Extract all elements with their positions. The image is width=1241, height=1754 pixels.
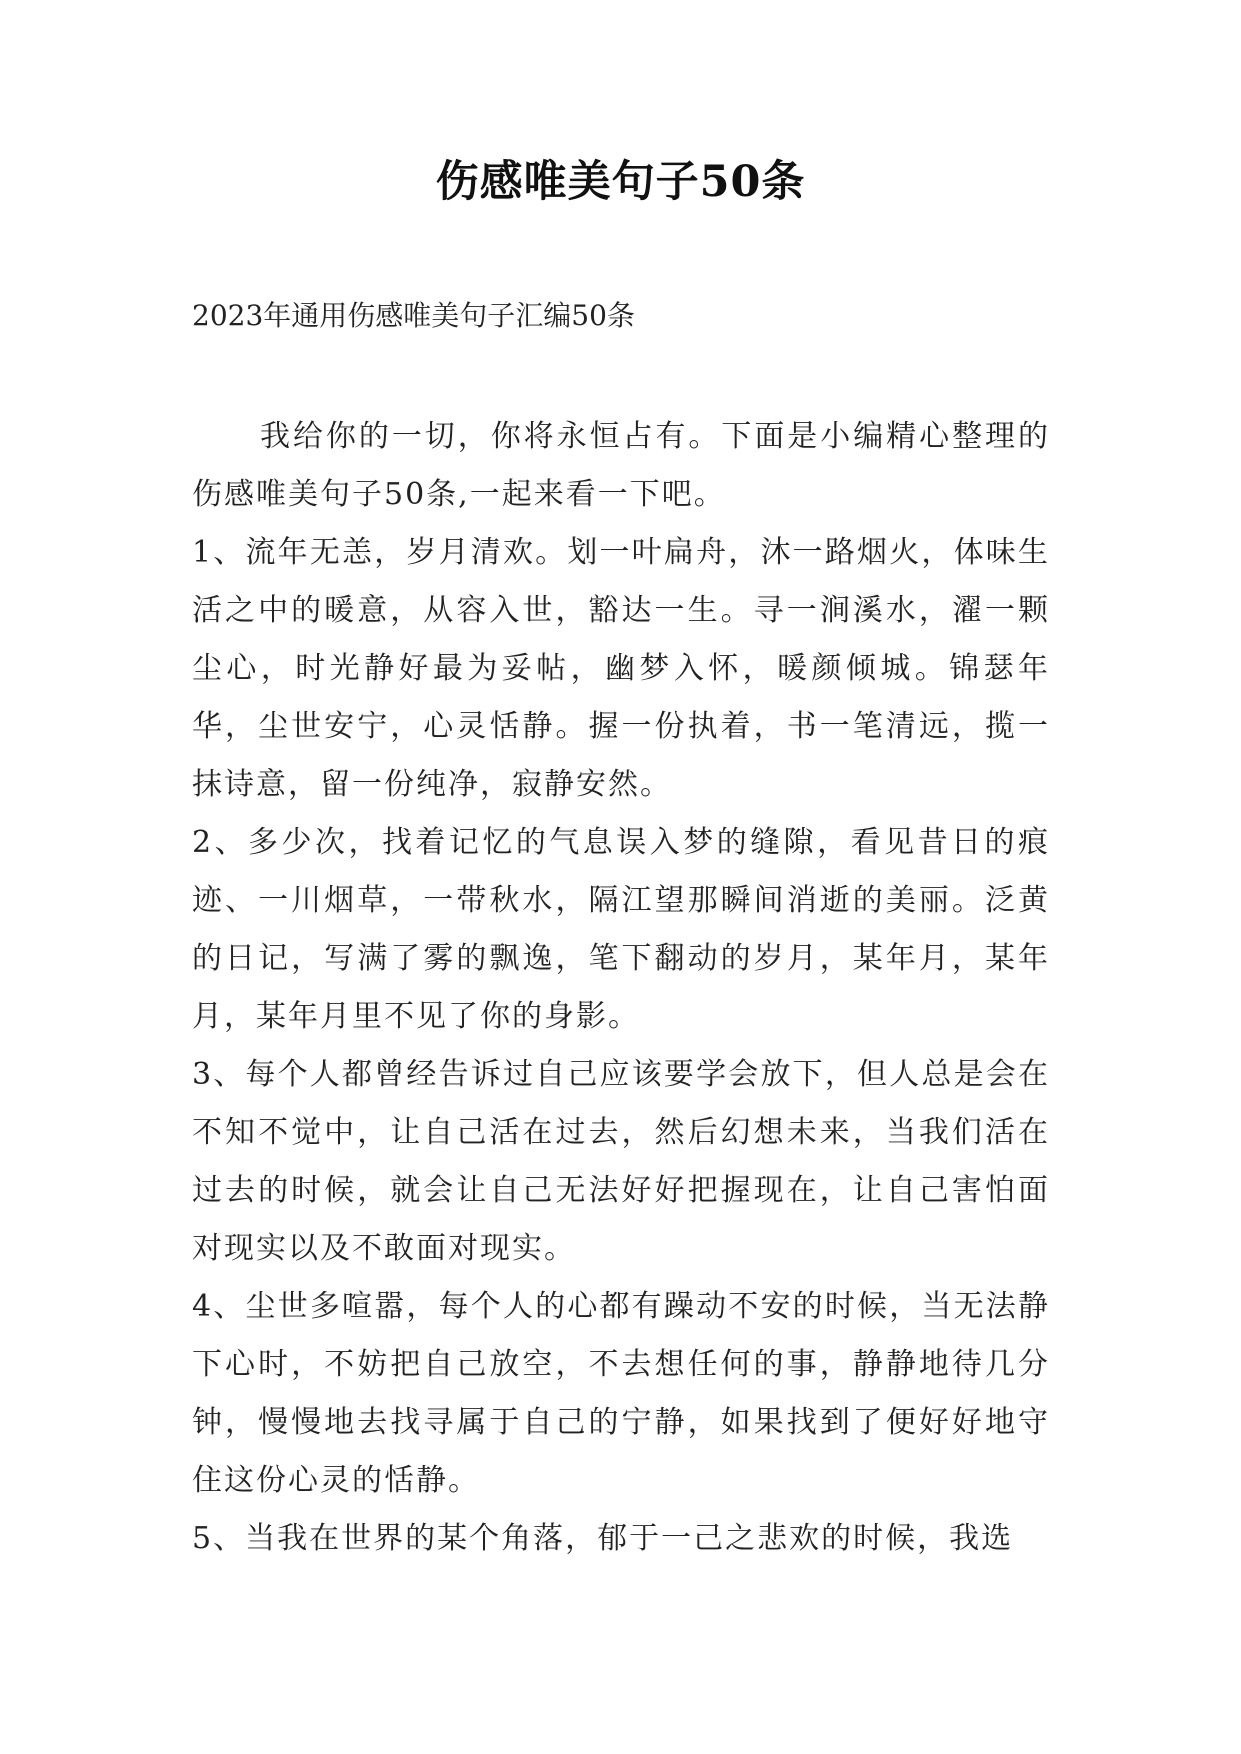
document-title: 伤感唯美句子50条 <box>435 157 806 207</box>
document-subtitle: 2023年通用伤感唯美句子汇编50条 <box>192 299 635 332</box>
list-item: 1、流年无恙，岁月清欢。划一叶扁舟，沐一路烟火，体味生活之中的暖意，从容入世，豁达一生。寻一涧溪水，濯一颗尘心，时光静好最为妥帖，幽梦入怀，暖颜倾城。锦瑟年华，尘世安宁，心灵恬静。握一份执着，书一笔清远，揽一抹诗意，留一份纯净，寂静安然。 <box>192 535 1050 802</box>
list-item: 2、多少次，找着记忆的气息误入梦的缝隙，看见昔日的痕迹、一川烟草，一带秋水，隔江望那瞬间消逝的美丽。泛黄的日记，写满了雾的飘逸，笔下翻动的岁月，某年月，某年月，某年月里不见了你的身影。 <box>192 825 1050 1034</box>
intro-paragraph: 我给你的一切，你将永恒占有。下面是小编精心整理的伤感唯美句子50条,一起来看一下吧。 <box>192 419 1050 512</box>
list-item: 5、当我在世界的某个角落，郁于一己之悲欢的时候，我选 <box>192 1521 1014 1556</box>
document-body <box>192 408 1050 1568</box>
list-item: 3、每个人都曾经告诉过自己应该要学会放下，但人总是会在不知不觉中，让自己活在过去，然后幻想未来，当我们活在过去的时候，就会让自己无法好好把握现在，让自己害怕面对现实以及不敢面对现实。 <box>192 1057 1050 1266</box>
list-item: 4、尘世多喧嚣，每个人的心都有躁动不安的时候，当无法静下心时，不妨把自己放空，不去想任何的事，静静地待几分钟，慢慢地去找寻属于自己的宁静，如果找到了便好好地守住这份心灵的恬静。 <box>192 1289 1050 1498</box>
